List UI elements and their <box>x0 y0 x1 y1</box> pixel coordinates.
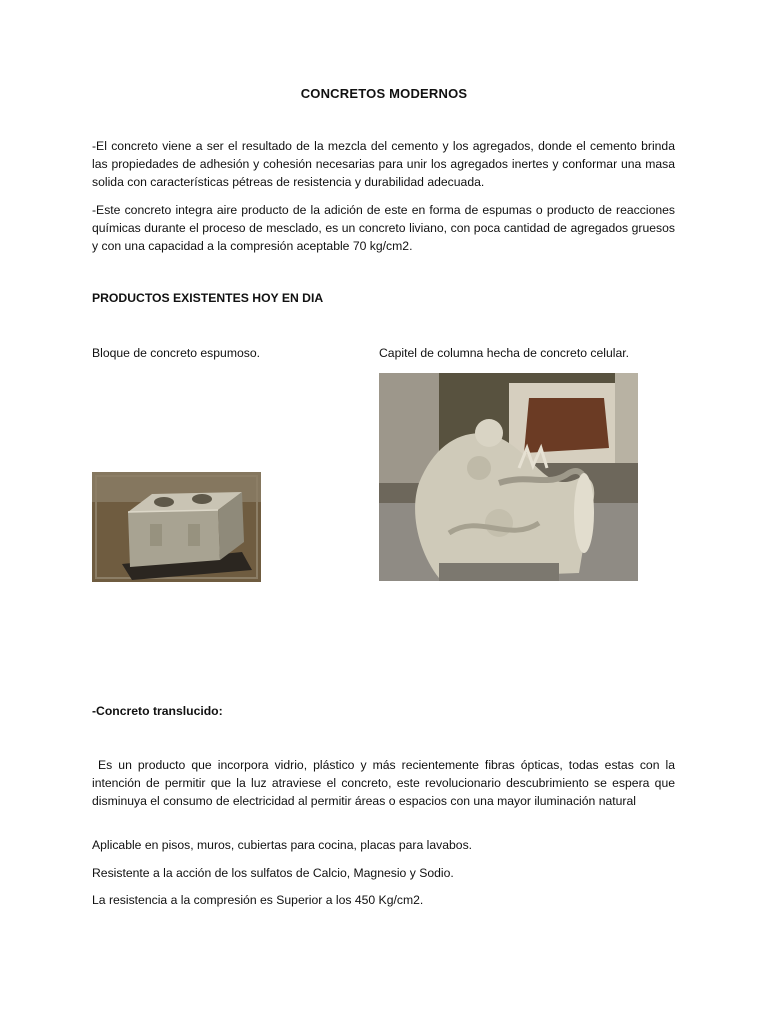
translucent-paragraph-1: Es un producto que incorpora vidrio, plástico y más recientemente fibras ópticas, todas estas con la intención de permitir que la luz atraviese el concreto, este revolucionario descubrimiento se espera que disminuya el consumo de electricidad al permitir áreas o espacios con una mayor iluminación natural <box>92 758 679 808</box>
product-caption-capital: Capitel de columna hecha de concreto celular. <box>379 346 629 360</box>
column-capital-photo <box>379 373 638 581</box>
product-caption-foam-block: Bloque de concreto espumoso. <box>92 346 261 360</box>
translucent-applications: Aplicable en pisos, muros, cubiertas para cocina, placas para lavabos. <box>92 838 473 852</box>
translucent-heading: -Concreto translucido: <box>92 704 223 718</box>
intro-paragraph-2: -Este concreto integra aire producto de la adición de este en forma de espumas o producto de reacciones químicas durante el proceso de mesclado, es un concreto liviano, con poca cantidad de agregados gruesos y con una capacidad a la compresión aceptable 70 kg/cm2. <box>92 203 675 253</box>
translucent-compression: La resistencia a la compresión es Superior a los 450 Kg/cm2. <box>92 893 424 907</box>
translucent-sulfate-resistance: Resistente a la acción de los sulfatos de Calcio, Magnesio y Sodio. <box>92 866 454 880</box>
document-title: CONCRETOS MODERNOS <box>300 86 468 101</box>
foam-block-photo <box>92 472 261 582</box>
products-heading: PRODUCTOS EXISTENTES HOY EN DIA <box>92 291 324 305</box>
intro-paragraph-1: -El concreto viene a ser el resultado de la mezcla del cemento y los agregados, donde el cemento brinda las propiedades de adhesión y cohesión necesarias para unir los agregados inertes y conformar una masa solida con características pétreas de resistencia y durabilidad adecuada. <box>92 139 675 189</box>
